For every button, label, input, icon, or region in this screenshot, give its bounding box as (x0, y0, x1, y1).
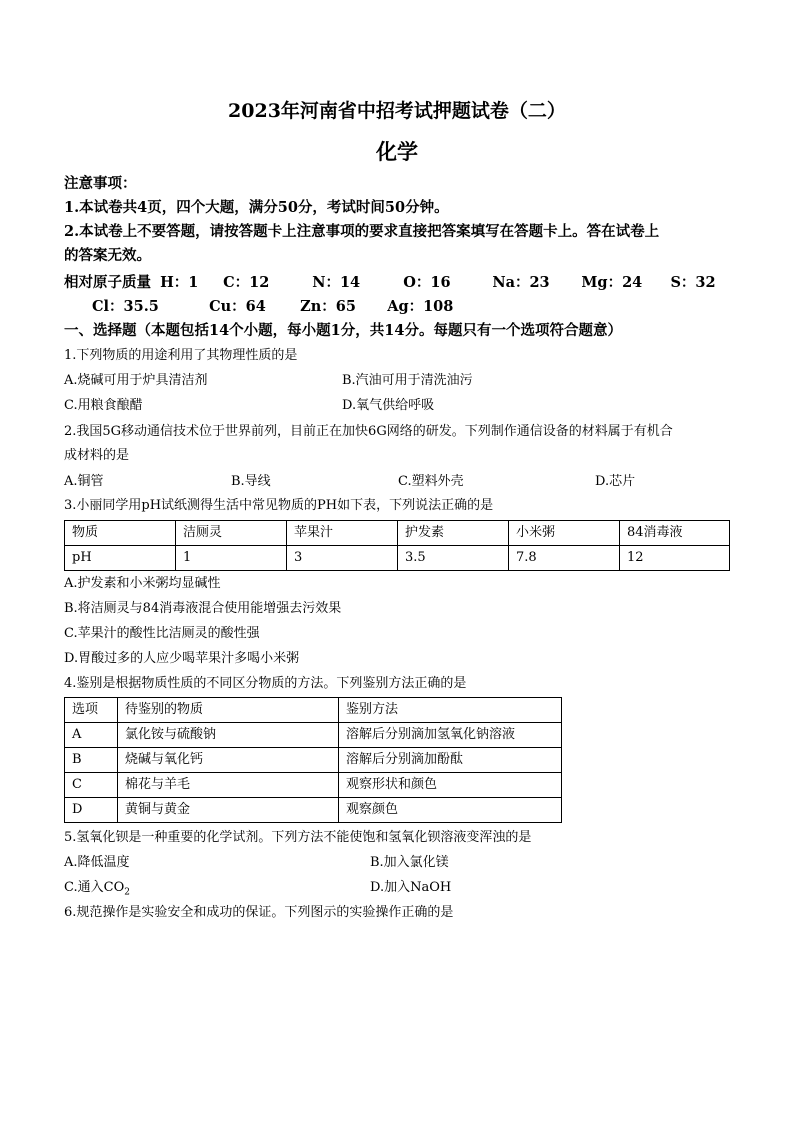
exam-title: 2023年河南省中招考试押题试卷（二） (228, 100, 566, 122)
q3-option-b: B.将洁厕灵与84消毒液混合使用能增强去污效果 (64, 601, 342, 616)
q1-option-a: A.烧碱可用于炉具清洁剂 (64, 373, 208, 388)
note-2: 2.本试卷上不要答题，请按答题卡上注意事项的要求直接把答案填写在答题卡上。答在试卷上 (64, 223, 660, 240)
q2-option-d: D.芯片 (595, 474, 636, 489)
q5-option-a: A.降低温度 (64, 855, 130, 870)
q5-option-b: B.加入氯化镁 (370, 855, 449, 870)
co2-subscript: 2 (124, 887, 130, 898)
subject-title: 化学 (376, 139, 418, 164)
q3-option-a: A.护发素和小米粥均显碱性 (64, 576, 221, 591)
q3-option-c: C.苹果汁的酸性比洁厕灵的酸性强 (64, 626, 260, 641)
table-row: A 氯化铵与硫酸钠 溶解后分别滴加氢氧化钠溶液 (65, 723, 562, 748)
atomic-mass-row-1: 相对原子质量 H：1 C：12 N：14 O：16 Na：23 Mg：24 S：32 (64, 274, 716, 291)
q5-stem: 5.氢氧化钡是一种重要的化学试剂。下列方法不能使饱和氢氧化钡溶液变浑浊的是 (64, 830, 532, 845)
q2-option-b: B.导线 (231, 474, 271, 489)
atomic-mass-row-2: Cl：35.5 Cu：64 Zn：65 Ag：108 (92, 298, 454, 315)
q5-option-d: D.加入NaOH (370, 880, 452, 895)
q2-option-c: C.塑料外壳 (398, 474, 464, 489)
q1-option-d: D.氧气供给呼吸 (342, 398, 435, 413)
table-row: 选项 待鉴别的物质 鉴别方法 (65, 698, 562, 723)
q3-option-d: D.胃酸过多的人应少喝苹果汁多喝小米粥 (64, 651, 300, 666)
note-1: 1.本试卷共4页，四个大题，满分50分，考试时间50分钟。 (64, 199, 449, 216)
q2-stem-line-1: 2.我国5G移动通信技术位于世界前列，目前正在加快6G网络的研发。下列制作通信设备的材料属于有机合 (64, 424, 673, 439)
table-row: 物质 洁厕灵 苹果汁 护发素 小米粥 84消毒液 (65, 521, 730, 546)
q6-stem: 6.规范操作是实验安全和成功的保证。下列图示的实验操作正确的是 (64, 905, 454, 920)
notes-heading: 注意事项： (64, 175, 137, 192)
q4-table (64, 697, 562, 823)
q2-option-a: A.铜管 (64, 474, 104, 489)
section-1-heading: 一、选择题（本题包括14个小题，每小题1分，共14分。每题只有一个选项符合题意） (64, 322, 622, 339)
q3-ph-table (64, 520, 730, 571)
table-row: pH 1 3 3.5 7.8 12 (65, 546, 730, 571)
q1-option-c: C.用粮食酿醋 (64, 398, 143, 413)
table-row: B 烧碱与氧化钙 溶解后分别滴加酚酞 (65, 748, 562, 773)
q1-stem: 1.下列物质的用途利用了其物理性质的是 (64, 348, 298, 363)
q5-option-c: C.通入$CO_2$ (64, 880, 130, 898)
table-row: D 黄铜与黄金 观察颜色 (65, 798, 562, 823)
atomic-mass-label: 相对原子质量 (64, 274, 151, 291)
note-2-cont: 的答案无效。 (64, 247, 151, 264)
q2-stem-line-2: 成材料的是 (64, 448, 130, 463)
q4-stem: 4.鉴别是根据物质性质的不同区分物质的方法。下列鉴别方法正确的是 (64, 676, 467, 691)
q3-stem: 3.小丽同学用pH试纸测得生活中常见物质的PH如下表，下列说法正确的是 (64, 498, 494, 513)
q1-option-b: B.汽油可用于清洗油污 (342, 373, 473, 388)
table-row: C 棉花与羊毛 观察形状和颜色 (65, 773, 562, 798)
